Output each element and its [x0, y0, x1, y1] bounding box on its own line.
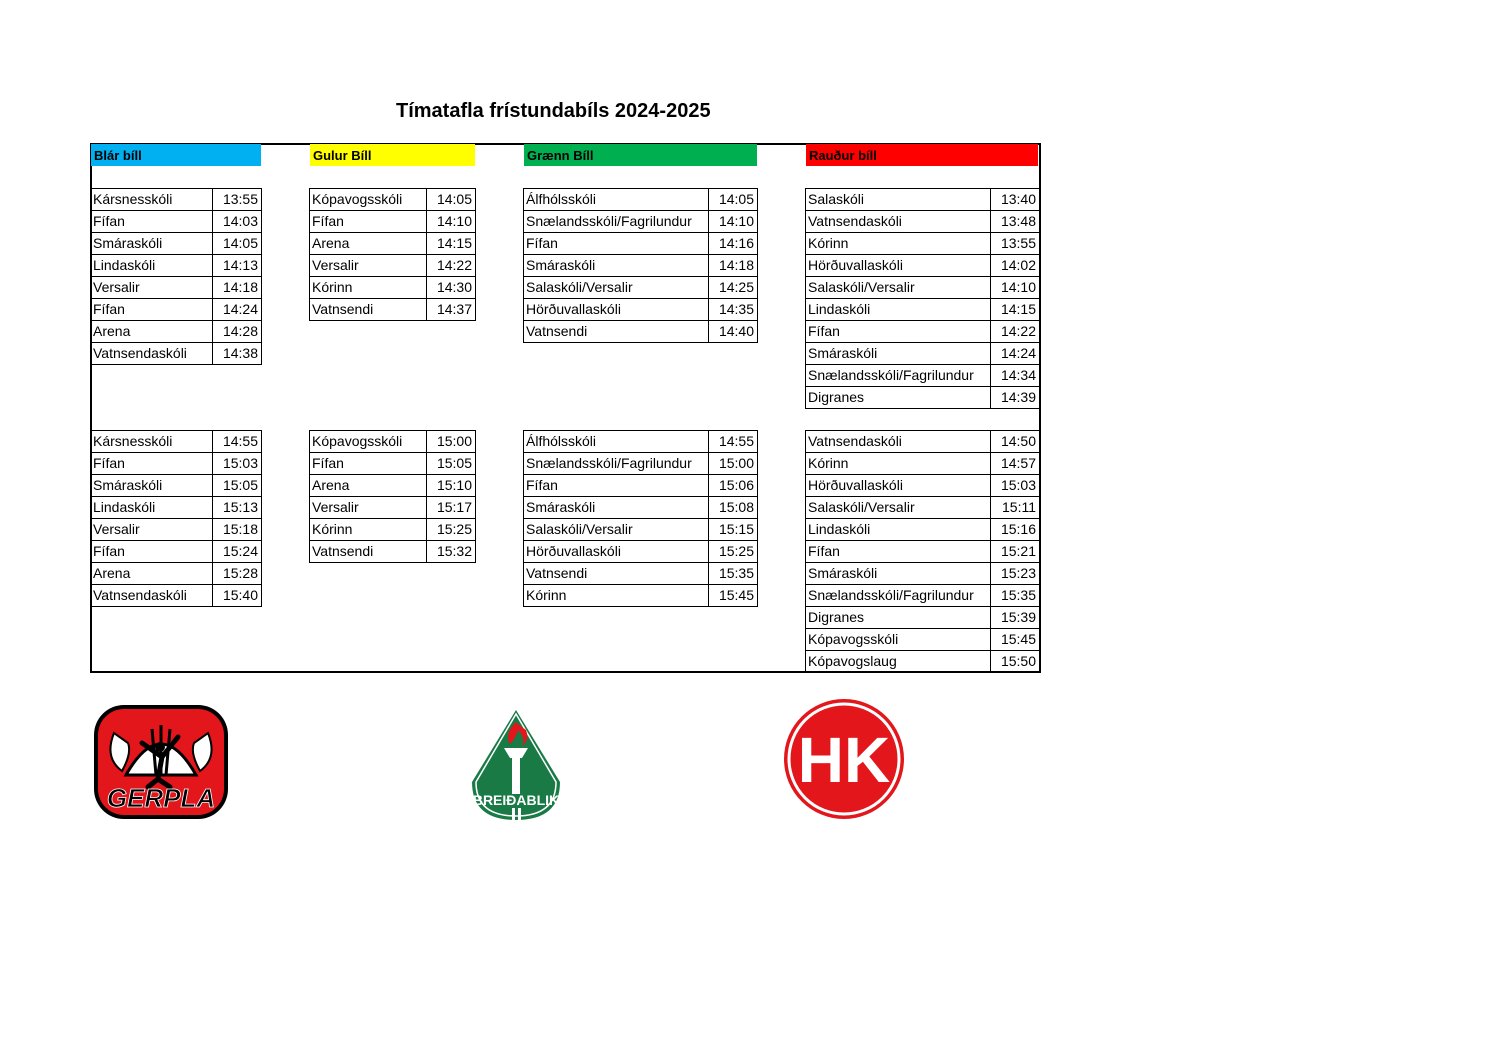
stop-name: Smáraskóli: [806, 563, 991, 585]
stop-name: Kórinn: [806, 453, 991, 475]
departure-time: 15:24: [213, 541, 262, 563]
departure-time: 14:13: [213, 255, 262, 277]
red-bus-trip-2-table: [805, 430, 1040, 673]
departure-time: 14:22: [991, 321, 1040, 343]
table-row: [524, 189, 758, 211]
red-bus-trip-1-table: [805, 188, 1040, 409]
bus-header-blue: Blár bíll: [91, 144, 261, 166]
stop-name: Vatnsendaskóli: [806, 431, 991, 453]
table-row: [806, 651, 1040, 673]
stop-name: Snælandsskóli/Fagrilundur: [806, 585, 991, 607]
departure-time: 15:17: [427, 497, 476, 519]
stop-name: Kópavogsskóli: [310, 431, 427, 453]
departure-time: 15:03: [213, 453, 262, 475]
stop-name: Fífan: [91, 541, 213, 563]
table-row: [310, 541, 476, 563]
table-row: [806, 189, 1040, 211]
stop-name: Álfhólsskóli: [524, 189, 709, 211]
stop-name: Arena: [310, 233, 427, 255]
table-row: [91, 431, 262, 453]
table-row: [310, 453, 476, 475]
stop-name: Vatnsendi: [524, 563, 709, 585]
table-row: [806, 563, 1040, 585]
departure-time: 15:35: [991, 585, 1040, 607]
table-row: [806, 233, 1040, 255]
stop-name: Versalir: [91, 277, 213, 299]
table-row: [806, 497, 1040, 519]
stop-name: Fífan: [310, 453, 427, 475]
stop-name: Smáraskóli: [91, 475, 213, 497]
table-row: [91, 475, 262, 497]
departure-time: 15:50: [991, 651, 1040, 673]
stop-name: Arena: [310, 475, 427, 497]
table-row: [524, 497, 758, 519]
stop-name: Versalir: [310, 497, 427, 519]
departure-time: 14:30: [427, 277, 476, 299]
stop-name: Hörðuvallaskóli: [524, 299, 709, 321]
stop-name: Fífan: [524, 233, 709, 255]
blue-bus-trip-2-table: [90, 430, 262, 607]
stop-name: Lindaskóli: [806, 299, 991, 321]
table-row: [524, 541, 758, 563]
table-row: [310, 277, 476, 299]
table-row: [806, 431, 1040, 453]
table-row: [91, 255, 262, 277]
stop-name: Fífan: [524, 475, 709, 497]
stop-name: Hörðuvallaskóli: [806, 475, 991, 497]
breidablik-logo: [468, 708, 564, 824]
departure-time: 15:23: [991, 563, 1040, 585]
departure-time: 13:55: [213, 189, 262, 211]
stop-name: Fífan: [310, 211, 427, 233]
table-row: [91, 497, 262, 519]
stop-name: Vatnsendi: [310, 541, 427, 563]
departure-time: 14:28: [213, 321, 262, 343]
departure-time: 15:03: [991, 475, 1040, 497]
stop-name: Snælandsskóli/Fagrilundur: [524, 211, 709, 233]
departure-time: 13:40: [991, 189, 1040, 211]
table-row: [91, 277, 262, 299]
table-row: [91, 321, 262, 343]
breidablik-logo-text: BREIÐABLIK: [472, 792, 560, 808]
stop-name: Salaskóli/Versalir: [524, 277, 709, 299]
table-row: [91, 563, 262, 585]
stop-name: Fífan: [91, 299, 213, 321]
stop-name: Vatnsendaskóli: [91, 343, 213, 365]
table-row: [91, 343, 262, 365]
table-row: [806, 519, 1040, 541]
departure-time: 14:05: [709, 189, 758, 211]
departure-time: 13:48: [991, 211, 1040, 233]
stop-name: Vatnsendaskóli: [91, 585, 213, 607]
stop-name: Fífan: [91, 453, 213, 475]
table-row: [524, 475, 758, 497]
departure-time: 14:15: [991, 299, 1040, 321]
departure-time: 15:13: [213, 497, 262, 519]
table-row: [524, 321, 758, 343]
stop-name: Kórinn: [524, 585, 709, 607]
table-row: [310, 497, 476, 519]
stop-name: Hörðuvallaskóli: [806, 255, 991, 277]
departure-time: 14:55: [709, 431, 758, 453]
departure-time: 14:10: [427, 211, 476, 233]
green-bus-trip-1-table: [523, 188, 758, 343]
stop-name: Salaskóli: [806, 189, 991, 211]
stop-name: Smáraskóli: [91, 233, 213, 255]
hk-logo-text: HK: [797, 724, 891, 796]
stop-name: Vatnsendi: [524, 321, 709, 343]
departure-time: 14:05: [213, 233, 262, 255]
table-row: [310, 475, 476, 497]
stop-name: Kórinn: [806, 233, 991, 255]
table-row: [91, 211, 262, 233]
bus-header-red: Rauður bíll: [806, 144, 1038, 166]
stop-name: Hörðuvallaskóli: [524, 541, 709, 563]
table-row: [310, 211, 476, 233]
blue-bus-trip-1-table: [90, 188, 262, 365]
departure-time: 14:37: [427, 299, 476, 321]
table-row: [524, 585, 758, 607]
table-row: [806, 541, 1040, 563]
stop-name: Arena: [91, 563, 213, 585]
departure-time: 14:22: [427, 255, 476, 277]
stop-name: Arena: [91, 321, 213, 343]
yellow-bus-trip-2-table: [309, 430, 476, 563]
departure-time: 15:05: [427, 453, 476, 475]
stop-name: Lindaskóli: [91, 497, 213, 519]
departure-time: 14:39: [991, 387, 1040, 409]
departure-time: 15:35: [709, 563, 758, 585]
table-row: [806, 321, 1040, 343]
departure-time: 14:10: [709, 211, 758, 233]
departure-time: 14:10: [991, 277, 1040, 299]
departure-time: 15:45: [991, 629, 1040, 651]
departure-time: 14:18: [709, 255, 758, 277]
departure-time: 14:03: [213, 211, 262, 233]
departure-time: 15:15: [709, 519, 758, 541]
departure-time: 13:55: [991, 233, 1040, 255]
stop-name: Fífan: [806, 321, 991, 343]
departure-time: 14:18: [213, 277, 262, 299]
stop-name: Digranes: [806, 387, 991, 409]
stop-name: Snælandsskóli/Fagrilundur: [806, 365, 991, 387]
departure-time: 15:45: [709, 585, 758, 607]
stop-name: Smáraskóli: [806, 343, 991, 365]
table-row: [310, 299, 476, 321]
stop-name: Digranes: [806, 607, 991, 629]
departure-time: 14:16: [709, 233, 758, 255]
departure-time: 14:55: [213, 431, 262, 453]
stop-name: Smáraskóli: [524, 255, 709, 277]
departure-time: 15:10: [427, 475, 476, 497]
stop-name: Kórinn: [310, 519, 427, 541]
departure-time: 15:25: [427, 519, 476, 541]
table-row: [310, 189, 476, 211]
departure-time: 15:11: [991, 497, 1040, 519]
departure-time: 14:38: [213, 343, 262, 365]
departure-time: 14:40: [709, 321, 758, 343]
departure-time: 14:24: [213, 299, 262, 321]
departure-time: 14:24: [991, 343, 1040, 365]
table-row: [91, 189, 262, 211]
stop-name: Álfhólsskóli: [524, 431, 709, 453]
table-row: [806, 475, 1040, 497]
stop-name: Vatnsendi: [310, 299, 427, 321]
table-row: [91, 233, 262, 255]
departure-time: 15:39: [991, 607, 1040, 629]
table-row: [91, 453, 262, 475]
table-row: [806, 343, 1040, 365]
table-row: [524, 453, 758, 475]
bus-header-green: Grænn Bíll: [524, 144, 757, 166]
departure-time: 15:25: [709, 541, 758, 563]
table-row: [524, 519, 758, 541]
table-row: [806, 255, 1040, 277]
stop-name: Lindaskóli: [91, 255, 213, 277]
table-row: [524, 563, 758, 585]
departure-time: 15:40: [213, 585, 262, 607]
yellow-bus-trip-1-table: [309, 188, 476, 321]
bus-header-yellow: Gulur Bíll: [310, 144, 475, 166]
departure-time: 15:21: [991, 541, 1040, 563]
stop-name: Kórinn: [310, 277, 427, 299]
table-row: [524, 299, 758, 321]
departure-time: 14:35: [709, 299, 758, 321]
page-title: Tímatafla frístundabíls 2024-2025: [396, 100, 711, 122]
stop-name: Vatnsendaskóli: [806, 211, 991, 233]
gerpla-logo-text: GERPLA: [106, 783, 216, 813]
table-row: [310, 431, 476, 453]
table-row: [806, 453, 1040, 475]
stop-name: Smáraskóli: [524, 497, 709, 519]
departure-time: 14:15: [427, 233, 476, 255]
stop-name: Salaskóli/Versalir: [806, 277, 991, 299]
stop-name: Salaskóli/Versalir: [806, 497, 991, 519]
stop-name: Fífan: [806, 541, 991, 563]
table-row: [806, 211, 1040, 233]
table-row: [806, 387, 1040, 409]
departure-time: 14:50: [991, 431, 1040, 453]
departure-time: 14:34: [991, 365, 1040, 387]
table-row: [310, 233, 476, 255]
departure-time: 15:32: [427, 541, 476, 563]
table-row: [524, 431, 758, 453]
gerpla-logo: [92, 703, 230, 821]
table-row: [806, 585, 1040, 607]
stop-name: Kársnesskóli: [91, 189, 213, 211]
table-row: [524, 233, 758, 255]
table-row: [524, 211, 758, 233]
stop-name: Kópavogslaug: [806, 651, 991, 673]
green-bus-trip-2-table: [523, 430, 758, 607]
departure-time: 14:05: [427, 189, 476, 211]
departure-time: 15:06: [709, 475, 758, 497]
table-row: [91, 541, 262, 563]
table-row: [310, 255, 476, 277]
stop-name: Kópavogsskóli: [310, 189, 427, 211]
departure-time: 15:00: [709, 453, 758, 475]
departure-time: 14:57: [991, 453, 1040, 475]
stop-name: Kársnesskóli: [91, 431, 213, 453]
stop-name: Versalir: [91, 519, 213, 541]
stop-name: Fífan: [91, 211, 213, 233]
table-row: [806, 607, 1040, 629]
stop-name: Kópavogsskóli: [806, 629, 991, 651]
table-row: [91, 585, 262, 607]
table-row: [91, 519, 262, 541]
table-row: [524, 277, 758, 299]
departure-time: 15:05: [213, 475, 262, 497]
table-row: [524, 255, 758, 277]
departure-time: 14:25: [709, 277, 758, 299]
departure-time: 15:18: [213, 519, 262, 541]
table-row: [310, 519, 476, 541]
hk-logo: [780, 698, 908, 820]
table-row: [806, 365, 1040, 387]
table-row: [806, 299, 1040, 321]
departure-time: 14:02: [991, 255, 1040, 277]
stop-name: Versalir: [310, 255, 427, 277]
stop-name: Salaskóli/Versalir: [524, 519, 709, 541]
table-row: [806, 277, 1040, 299]
table-row: [91, 299, 262, 321]
stop-name: Lindaskóli: [806, 519, 991, 541]
stop-name: Snælandsskóli/Fagrilundur: [524, 453, 709, 475]
departure-time: 15:08: [709, 497, 758, 519]
departure-time: 15:00: [427, 431, 476, 453]
table-row: [806, 629, 1040, 651]
departure-time: 15:16: [991, 519, 1040, 541]
departure-time: 15:28: [213, 563, 262, 585]
